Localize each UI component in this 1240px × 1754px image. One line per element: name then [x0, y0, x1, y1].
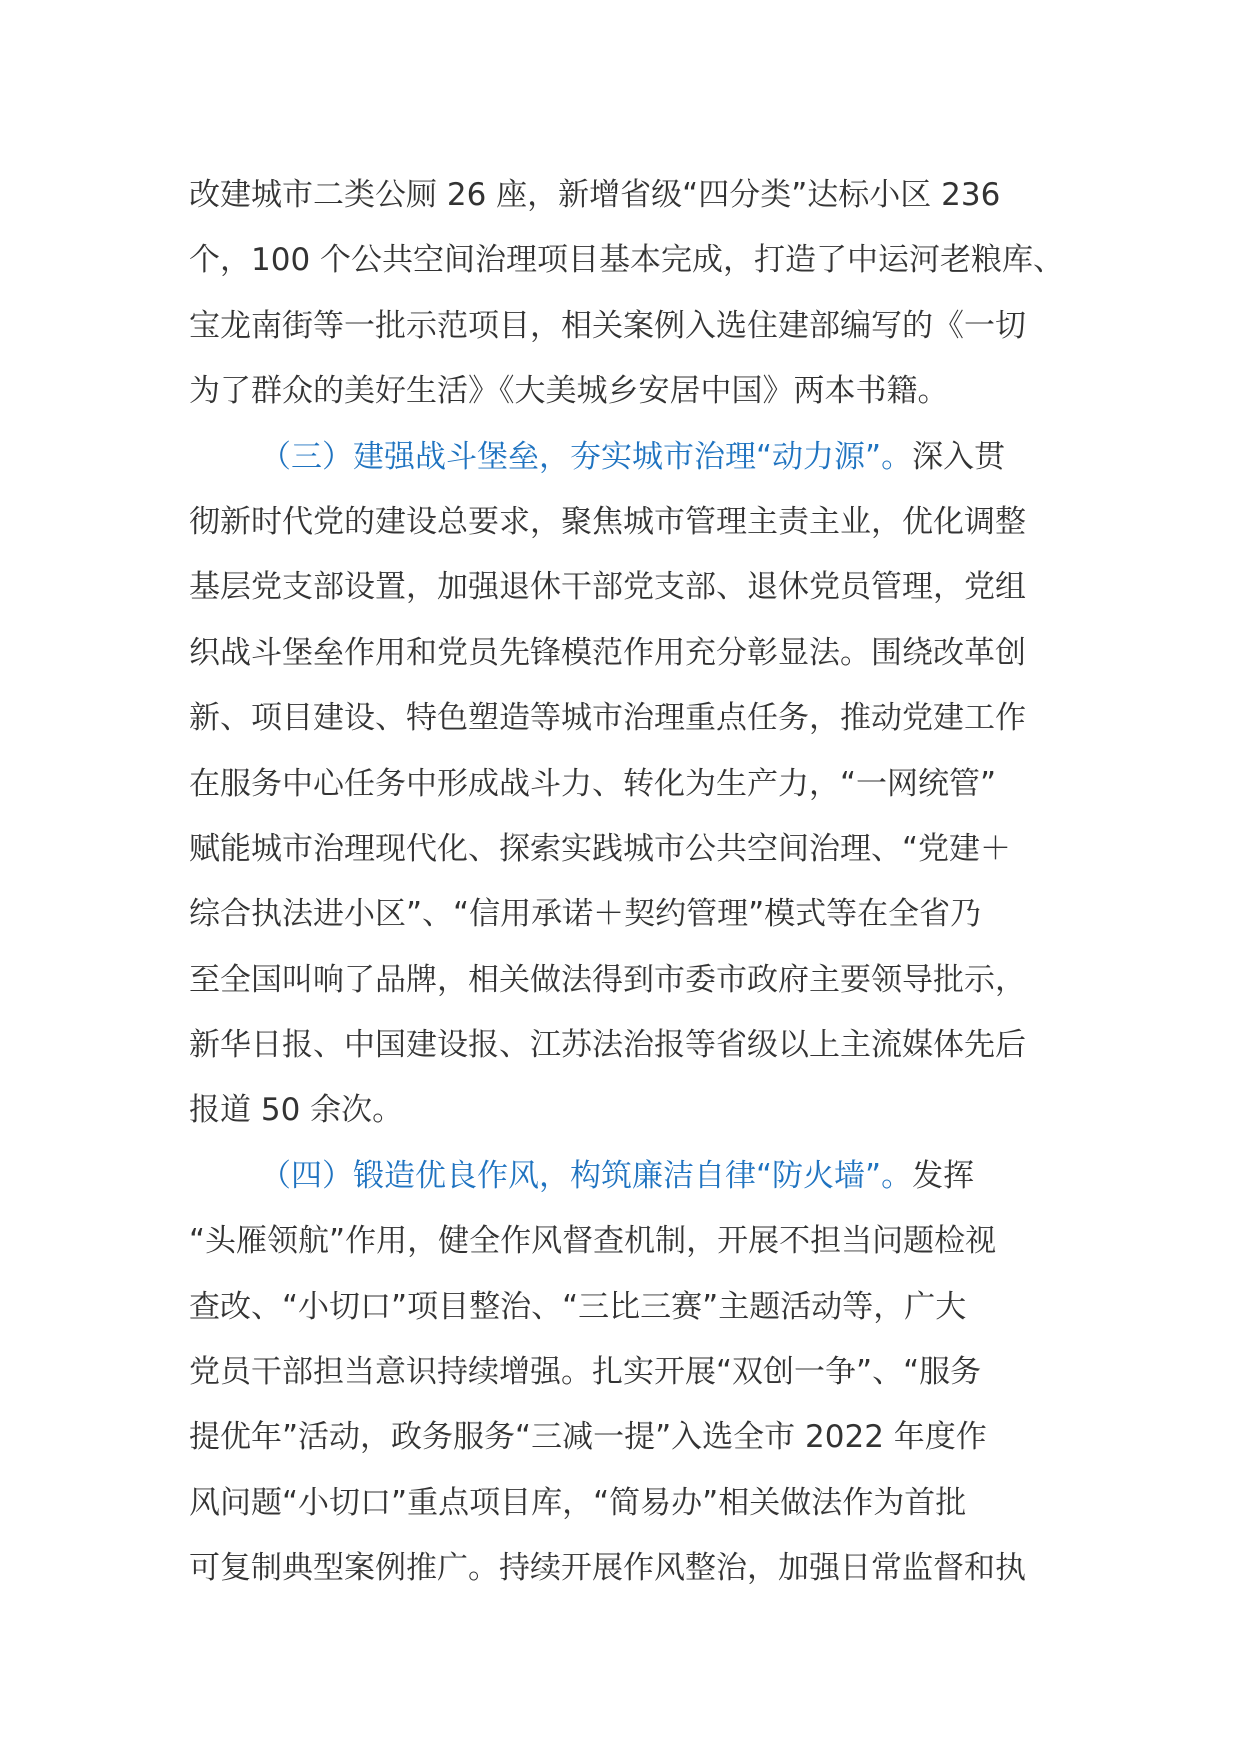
section-3-heading: （三）建强战斗堡垒，夯实城市治理“动力源”。: [260, 438, 913, 475]
paragraph-continuation: [189, 163, 1065, 425]
text-line: 改建城市二类公厕 26 座，新增省级“四分类”达标小区 236: [189, 177, 1001, 213]
text-line: 查改、“小切口”项目整治、“三比三赛”主题活动等，广大: [189, 1288, 967, 1325]
text-line: 赋能城市治理现代化、探索实践城市公共空间治理、“党建＋: [189, 830, 1012, 867]
text-line: 提优年”活动，政务服务“三减一提”入选全市 2022 年度作: [189, 1419, 987, 1456]
text-line: 宝龙南街等一批示范项目，相关案例入选住建部编写的《一切: [189, 307, 1026, 344]
document-body: [189, 163, 1065, 1602]
text-line: 可复制典型案例推广。持续开展作风整治，加强日常监督和执: [189, 1550, 1026, 1587]
text-line: 彻新时代党的建设总要求，聚焦城市管理主责主业，优化调整: [189, 503, 1026, 540]
section-3-first-line: [189, 425, 1051, 490]
section-3-paragraph: [189, 425, 1051, 1144]
text-line: 新华日报、中国建设报、江苏法治报等省级以上主流媒体先后: [189, 1027, 1026, 1064]
text-line: “头雁领航”作用，健全作风督查机制，开展不担当问题检视: [189, 1223, 997, 1260]
text-line: 织战斗堡垒作用和党员先锋模范作用充分彰显法。围绕改革创: [189, 634, 1026, 671]
section-4-first-line: [189, 1144, 1051, 1209]
text-line: 为了群众的美好生活》《大美城乡安居中国》两本书籍。: [189, 373, 949, 410]
text-line: 基层党支部设置，加强退休干部党支部、退休党员管理，党组: [189, 569, 1026, 606]
text-line: 党员干部担当意识持续增强。扎实开展“双创一争”、“服务: [189, 1354, 982, 1391]
text-line: 风问题“小切口”重点项目库，“简易办”相关做法作为首批: [189, 1484, 967, 1521]
section-4-heading: （四）锻造优良作风，构筑廉洁自律“防火墙”。: [260, 1157, 913, 1194]
text-line: 个，100 个公共空间治理项目基本完成，打造了中运河老粮库、: [189, 242, 1065, 279]
text-line: 报道 50 余次。: [189, 1092, 404, 1129]
text-line: 综合执法进小区”、“信用承诺＋契约管理”模式等在全省乃: [189, 896, 982, 933]
section-4-first-line-rest: 发挥: [912, 1157, 975, 1194]
text-line: 至全国叫响了品牌，相关做法得到市委市政府主要领导批示，: [189, 961, 1026, 998]
text-line: 在服务中心任务中形成战斗力、转化为生产力，“一网统管”: [189, 765, 997, 802]
text-line: 新、项目建设、特色塑造等城市治理重点任务，推动党建工作: [189, 700, 1026, 737]
section-4-paragraph: [189, 1144, 1051, 1602]
section-3-first-line-rest: 深入贯: [912, 438, 1006, 475]
